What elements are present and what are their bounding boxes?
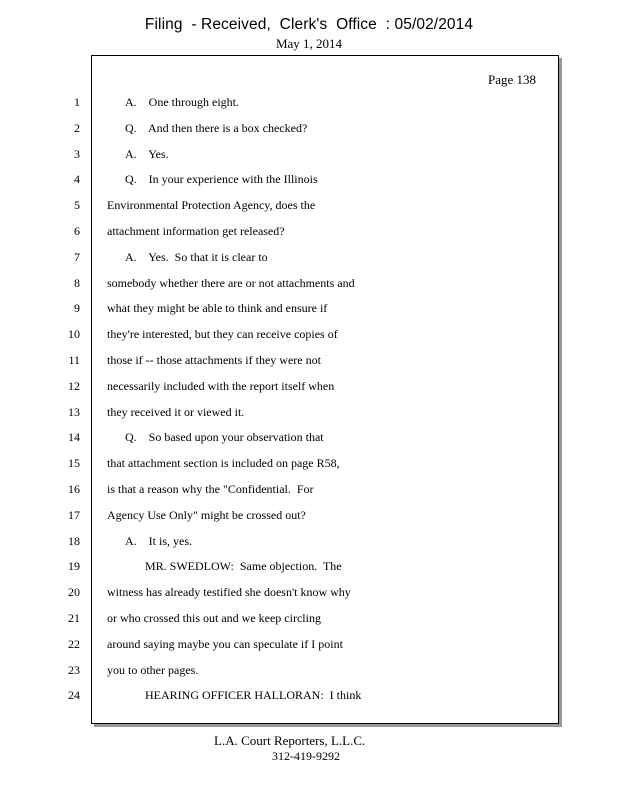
line-number: 17	[68, 507, 80, 522]
line-number: 20	[68, 585, 80, 600]
court-reporter-name: L.A. Court Reporters, L.L.C.	[214, 733, 366, 748]
transcript-line: A. Yes. So that it is clear to	[125, 249, 268, 264]
transcript-line: necessarily included with the report itself when	[107, 378, 335, 393]
transcript-line: those if -- those attachments if they were not	[107, 353, 321, 367]
transcript-line: is that a reason why the "Confidential. For	[107, 482, 314, 496]
transcript-line: Q. So based upon your observation that	[125, 430, 324, 445]
line-number: 1	[74, 95, 80, 109]
line-number: 24	[68, 688, 80, 703]
transcript-line: they received it or viewed it.	[107, 404, 245, 419]
line-number: 16	[68, 482, 80, 496]
line-number: 2	[74, 120, 80, 135]
line-number: 23	[68, 662, 80, 677]
line-number: 5	[74, 198, 80, 213]
line-number: 22	[68, 636, 80, 651]
transcript-line: MR. SWEDLOW: Same objection. The	[145, 559, 342, 574]
transcript-line: HEARING OFFICER HALLORAN: I think	[145, 688, 362, 703]
line-number: 4	[74, 172, 80, 187]
transcript-line: A. Yes.	[125, 146, 169, 161]
transcript-line: witness has already testified she doesn't know why	[107, 585, 351, 600]
line-number: 8	[74, 275, 80, 290]
line-number: 19	[68, 559, 80, 574]
line-number: 7	[74, 249, 80, 264]
line-number: 14	[68, 430, 80, 445]
transcript-line: what they might be able to think and ensure if	[107, 301, 328, 316]
line-number: 15	[68, 456, 80, 471]
transcript-line: A. One through eight.	[125, 95, 239, 109]
transcript-line: A. It is, yes.	[125, 533, 192, 548]
transcript-line: somebody whether there are or not attachments and	[107, 275, 355, 290]
line-number: 18	[68, 533, 80, 548]
transcript-line: Q. And then there is a box checked?	[125, 120, 308, 135]
transcript-line: Q. In your experience with the Illinois	[125, 172, 318, 187]
document-date: May 1, 2014	[275, 36, 343, 51]
transcript-line: Environmental Protection Agency, does the	[107, 198, 316, 213]
transcript-line: you to other pages.	[107, 662, 199, 677]
transcript-line: Agency Use Only" might be crossed out?	[107, 507, 306, 522]
line-number: 9	[74, 301, 80, 316]
line-number: 12	[68, 378, 80, 393]
transcript-line: they're interested, but they can receive copies of	[107, 327, 338, 342]
page-number: Page 138	[487, 72, 536, 87]
transcript-line: that attachment section is included on page R58,	[107, 456, 340, 471]
line-number: 11	[68, 353, 80, 367]
line-number: 3	[74, 146, 80, 161]
line-number: 10	[68, 327, 80, 342]
line-number: 21	[68, 611, 80, 625]
transcript-line: attachment information get released?	[107, 224, 285, 238]
court-reporter-phone: 312-419-9292	[272, 749, 340, 763]
line-number: 13	[68, 404, 80, 419]
transcript-line: or who crossed this out and we keep circling	[107, 611, 321, 625]
transcript-line: around saying maybe you can speculate if I point	[107, 636, 343, 651]
filing-stamp: Filing - Received, Clerk's Office : 05/02/2014	[144, 16, 474, 33]
line-number: 6	[74, 224, 80, 238]
